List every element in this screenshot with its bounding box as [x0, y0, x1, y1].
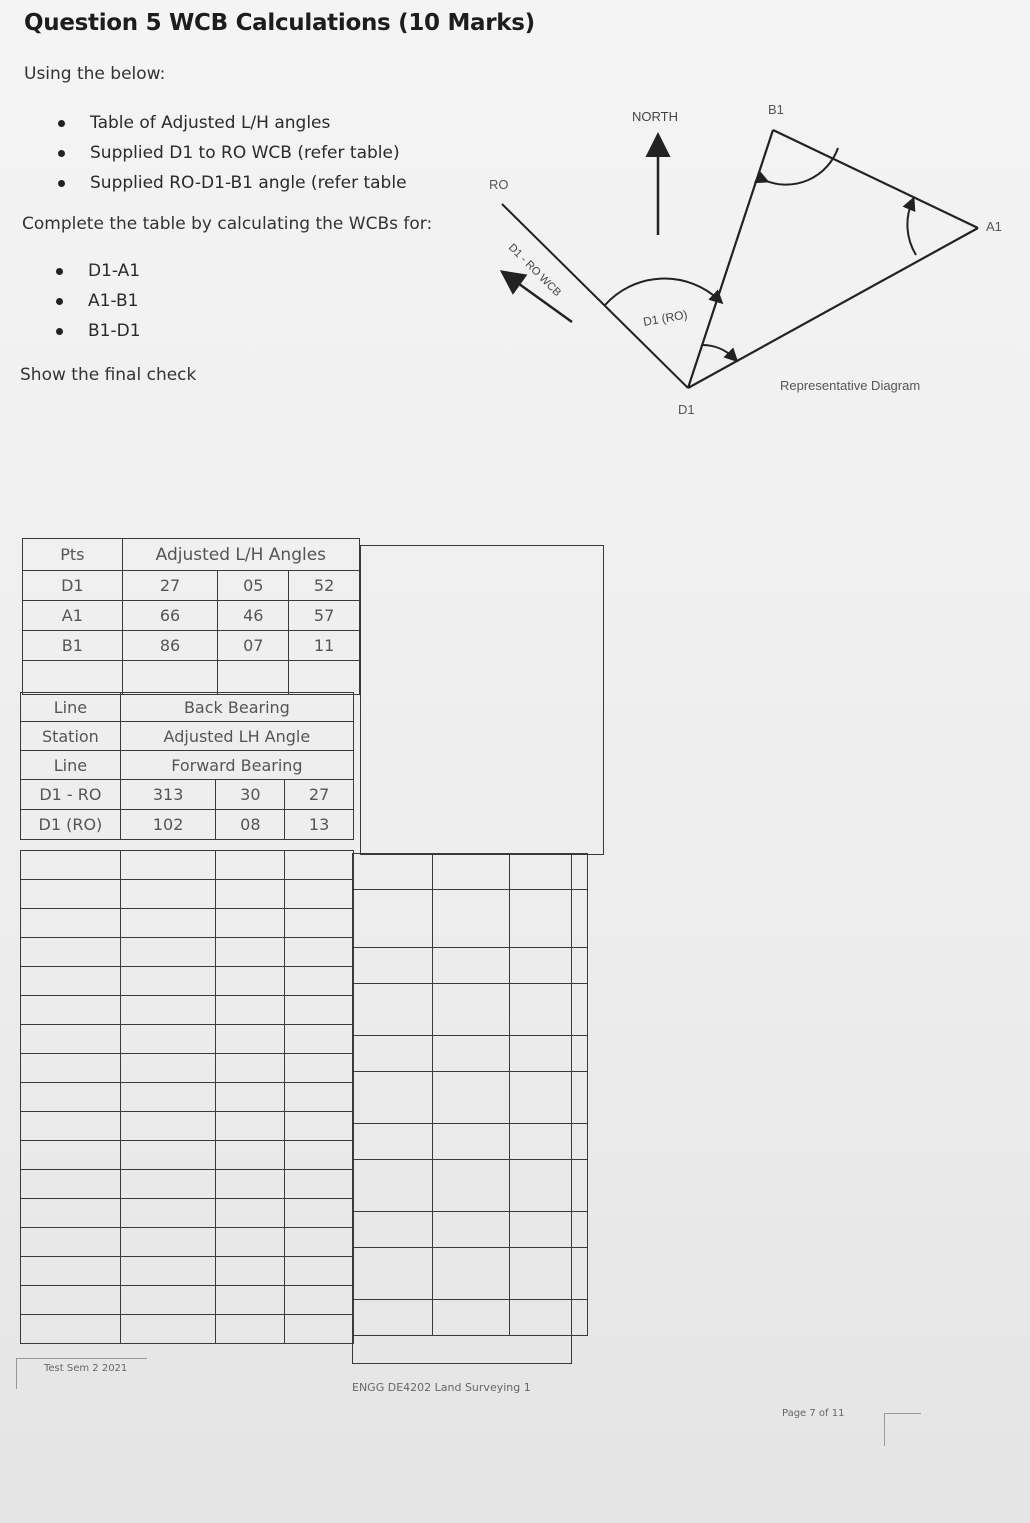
- traverse-triangle: [688, 130, 978, 388]
- blank-work-area[interactable]: [360, 545, 604, 855]
- answer-cell[interactable]: [285, 851, 354, 880]
- point-label: D1: [23, 571, 123, 601]
- answer-cell[interactable]: [120, 1199, 216, 1228]
- answer-cell[interactable]: [285, 996, 354, 1025]
- angle-degrees: 102: [120, 810, 216, 840]
- b1-angle-arc: [764, 148, 838, 185]
- answer-cell[interactable]: [285, 1286, 354, 1315]
- answer-cell[interactable]: [285, 880, 354, 909]
- empty-row: [21, 1025, 354, 1054]
- empty-row: [21, 1141, 354, 1170]
- a1-label: A1: [986, 219, 1002, 234]
- answer-cell[interactable]: [21, 909, 121, 938]
- answer-cell[interactable]: [21, 1141, 121, 1170]
- question-title: Question 5 WCB Calculations (10 Marks): [24, 10, 535, 36]
- answer-cell[interactable]: [21, 1112, 121, 1141]
- wcb-calculation-table: [20, 692, 354, 840]
- answer-cell[interactable]: [216, 880, 285, 909]
- answer-cell[interactable]: [216, 967, 285, 996]
- north-label: NORTH: [632, 109, 678, 124]
- answer-cell[interactable]: [120, 1170, 216, 1199]
- empty-row: [21, 1286, 354, 1315]
- answer-cell[interactable]: [216, 1112, 285, 1141]
- d1-angle-arc: [703, 345, 734, 358]
- empty-row: [21, 996, 354, 1025]
- empty-row: [21, 1315, 354, 1344]
- empty-cell[interactable]: [289, 661, 360, 695]
- answer-cell[interactable]: [120, 938, 216, 967]
- d1-ro-angle-label: D1 (RO): [642, 307, 689, 329]
- answer-cell[interactable]: [285, 1257, 354, 1286]
- given-items-list: [56, 108, 407, 198]
- given-item: Supplied RO-D1-B1 angle (refer table: [56, 168, 407, 198]
- answer-cell[interactable]: [120, 1083, 216, 1112]
- answer-cell[interactable]: [216, 1054, 285, 1083]
- angle-minutes: 46: [218, 601, 289, 631]
- empty-row: [21, 851, 354, 880]
- answer-cell[interactable]: [21, 996, 121, 1025]
- line-d1-a1: [688, 228, 978, 388]
- answer-cell[interactable]: [120, 1257, 216, 1286]
- answer-cell[interactable]: [120, 1315, 216, 1344]
- answer-cell[interactable]: [216, 909, 285, 938]
- answer-cell[interactable]: [285, 1054, 354, 1083]
- answer-cell[interactable]: [120, 967, 216, 996]
- angle-degrees: 27: [122, 571, 218, 601]
- answer-cell[interactable]: [21, 851, 121, 880]
- answer-cell[interactable]: [216, 1170, 285, 1199]
- line-label: D1 (RO): [21, 810, 121, 840]
- angle-degrees: 86: [122, 631, 218, 661]
- answer-cell[interactable]: [285, 1170, 354, 1199]
- header-line: Line: [21, 693, 121, 722]
- line-item: D1-A1: [54, 256, 141, 286]
- answer-cell[interactable]: [216, 1315, 285, 1344]
- bearing-minutes: 30: [216, 780, 285, 810]
- header-adjusted-angles: Adjusted L/H Angles: [122, 539, 359, 571]
- ro-label: RO: [489, 177, 509, 192]
- answer-cell[interactable]: [285, 1083, 354, 1112]
- answer-cell[interactable]: [216, 1257, 285, 1286]
- d1-ro-wcb-label: D1 - RO WCB: [505, 241, 564, 299]
- answer-cell[interactable]: [120, 880, 216, 909]
- adjusted-angles-table: [22, 538, 360, 695]
- line-label: D1 - RO: [21, 780, 121, 810]
- answer-cell[interactable]: [120, 996, 216, 1025]
- answer-cell[interactable]: [120, 1054, 216, 1083]
- header-line: Line: [21, 751, 121, 780]
- bearing-degrees: 313: [120, 780, 216, 810]
- empty-row: [21, 1257, 354, 1286]
- empty-row: [21, 1170, 354, 1199]
- empty-cell[interactable]: [218, 661, 289, 695]
- d1-label: D1: [678, 402, 695, 417]
- answer-cell[interactable]: [120, 1141, 216, 1170]
- line-item: A1-B1: [54, 286, 141, 316]
- point-label: B1: [23, 631, 123, 661]
- answer-cell[interactable]: [216, 1228, 285, 1257]
- footer-left-text: Test Sem 2 2021: [44, 1363, 128, 1374]
- empty-cell[interactable]: [122, 661, 218, 695]
- answer-cell[interactable]: [21, 1083, 121, 1112]
- right-answer-frame: [352, 853, 572, 1364]
- angle-seconds: 57: [289, 601, 360, 631]
- answer-cell[interactable]: [285, 967, 354, 996]
- angle-seconds: 13: [285, 810, 354, 840]
- answer-cell[interactable]: [120, 1228, 216, 1257]
- answer-cell[interactable]: [120, 909, 216, 938]
- empty-row: [21, 967, 354, 996]
- answer-cell[interactable]: [285, 938, 354, 967]
- empty-answer-rows: [21, 851, 354, 1344]
- answer-cell[interactable]: [21, 1257, 121, 1286]
- given-item: Table of Adjusted L/H angles: [56, 108, 407, 138]
- lines-list: [54, 256, 141, 346]
- answer-cell[interactable]: [285, 1228, 354, 1257]
- answer-cell[interactable]: [285, 1315, 354, 1344]
- answer-cell[interactable]: [21, 1286, 121, 1315]
- b1-label: B1: [768, 102, 784, 117]
- answer-cell[interactable]: [285, 1199, 354, 1228]
- angle-degrees: 66: [122, 601, 218, 631]
- answer-cell[interactable]: [21, 967, 121, 996]
- answer-cell[interactable]: [285, 1112, 354, 1141]
- header-station: Station: [21, 722, 121, 751]
- angle-minutes: 07: [218, 631, 289, 661]
- angle-minutes: 08: [216, 810, 285, 840]
- answer-cell[interactable]: [216, 1083, 285, 1112]
- angle-seconds: 52: [289, 571, 360, 601]
- answer-cell[interactable]: [21, 1025, 121, 1054]
- diagram-caption: Representative Diagram: [780, 378, 921, 393]
- answer-cell[interactable]: [21, 1228, 121, 1257]
- empty-answer-grid: [20, 850, 354, 1344]
- answer-cell[interactable]: [120, 851, 216, 880]
- answer-cell[interactable]: [21, 938, 121, 967]
- empty-row: [21, 880, 354, 909]
- empty-row: [21, 909, 354, 938]
- answer-cell[interactable]: [120, 1286, 216, 1315]
- empty-row: [21, 1228, 354, 1257]
- answer-cell[interactable]: [216, 851, 285, 880]
- empty-row: [21, 1054, 354, 1083]
- header-adjusted-lh-angle: Adjusted LH Angle: [120, 722, 353, 751]
- line-d1-ro: [502, 204, 688, 388]
- answer-cell[interactable]: [21, 1315, 121, 1344]
- answer-cell[interactable]: [285, 1025, 354, 1054]
- intro-text: Using the below:: [24, 64, 166, 84]
- angle-minutes: 05: [218, 571, 289, 601]
- answer-cell[interactable]: [21, 880, 121, 909]
- empty-row: [21, 938, 354, 967]
- answer-cell[interactable]: [120, 1025, 216, 1054]
- answer-cell[interactable]: [216, 938, 285, 967]
- empty-row: [21, 1083, 354, 1112]
- complete-instruction: Complete the table by calculating the WCBs for:: [22, 214, 433, 234]
- point-label: A1: [23, 601, 123, 631]
- line-item: B1-D1: [54, 316, 141, 346]
- answer-cell[interactable]: [285, 909, 354, 938]
- d1-ro-angle-arc: [605, 279, 719, 305]
- answer-cell[interactable]: [216, 996, 285, 1025]
- header-pts: Pts: [23, 539, 123, 571]
- footer-page-text: Page 7 of 11: [782, 1408, 845, 1419]
- angle-seconds: 11: [289, 631, 360, 661]
- answer-cell[interactable]: [120, 1112, 216, 1141]
- answer-cell[interactable]: [216, 1286, 285, 1315]
- empty-cell[interactable]: [23, 661, 123, 695]
- answer-cell[interactable]: [21, 1199, 121, 1228]
- answer-cell[interactable]: [21, 1170, 121, 1199]
- answer-cell[interactable]: [21, 1054, 121, 1083]
- given-item: Supplied D1 to RO WCB (refer table): [56, 138, 407, 168]
- answer-cell[interactable]: [216, 1199, 285, 1228]
- answer-cell[interactable]: [285, 1141, 354, 1170]
- traverse-diagram: [470, 90, 1020, 430]
- empty-row: [21, 1112, 354, 1141]
- line-b1-a1: [773, 130, 978, 228]
- answer-cell[interactable]: [216, 1141, 285, 1170]
- final-check-text: Show the final check: [20, 365, 197, 385]
- footer-course-text: ENGG DE4202 Land Surveying 1: [352, 1381, 531, 1394]
- a1-angle-arc: [907, 202, 916, 255]
- bearing-seconds: 27: [285, 780, 354, 810]
- header-forward-bearing: Forward Bearing: [120, 751, 353, 780]
- footer-right-corner: [884, 1413, 921, 1446]
- empty-row: [21, 1199, 354, 1228]
- header-back-bearing: Back Bearing: [120, 693, 353, 722]
- answer-cell[interactable]: [216, 1025, 285, 1054]
